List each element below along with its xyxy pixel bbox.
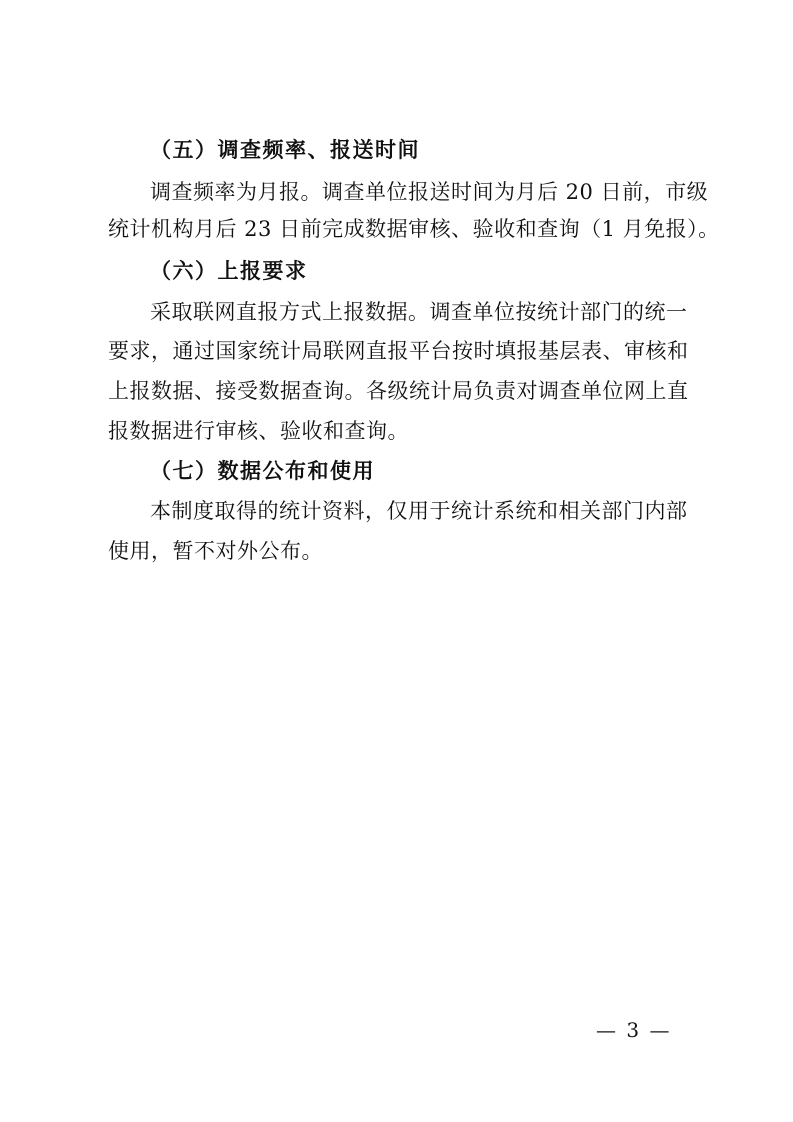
- section-7-line-2: 使用，暂不对外公布。: [108, 539, 323, 563]
- section-7-line-1: 本制度取得的统计资料，仅用于统计系统和相关部门内部: [150, 499, 688, 523]
- section-5-line-2: 统计机构月后 23 日前完成数据审核、验收和查询（1 月免报）。: [108, 217, 720, 241]
- page-number: — 3 —: [596, 1018, 672, 1042]
- section-5-heading: （五）调查频率、报送时间: [150, 137, 420, 162]
- section-6-line-3: 上报数据、接受数据查询。各级统计局负责对调查单位网上直: [108, 379, 689, 403]
- section-6-line-1: 采取联网直报方式上报数据。调查单位按统计部门的统一: [150, 300, 688, 324]
- section-5-line-1: 调查频率为月报。调查单位报送时间为月后 20 日前，市级: [150, 180, 709, 204]
- section-7-heading: （七）数据公布和使用: [150, 458, 375, 483]
- section-6-heading: （六）上报要求: [150, 258, 308, 283]
- section-6-line-2: 要求，通过国家统计局联网直报平台按时填报基层表、审核和: [108, 339, 689, 363]
- section-6-line-4: 报数据进行审核、验收和查询。: [108, 419, 409, 443]
